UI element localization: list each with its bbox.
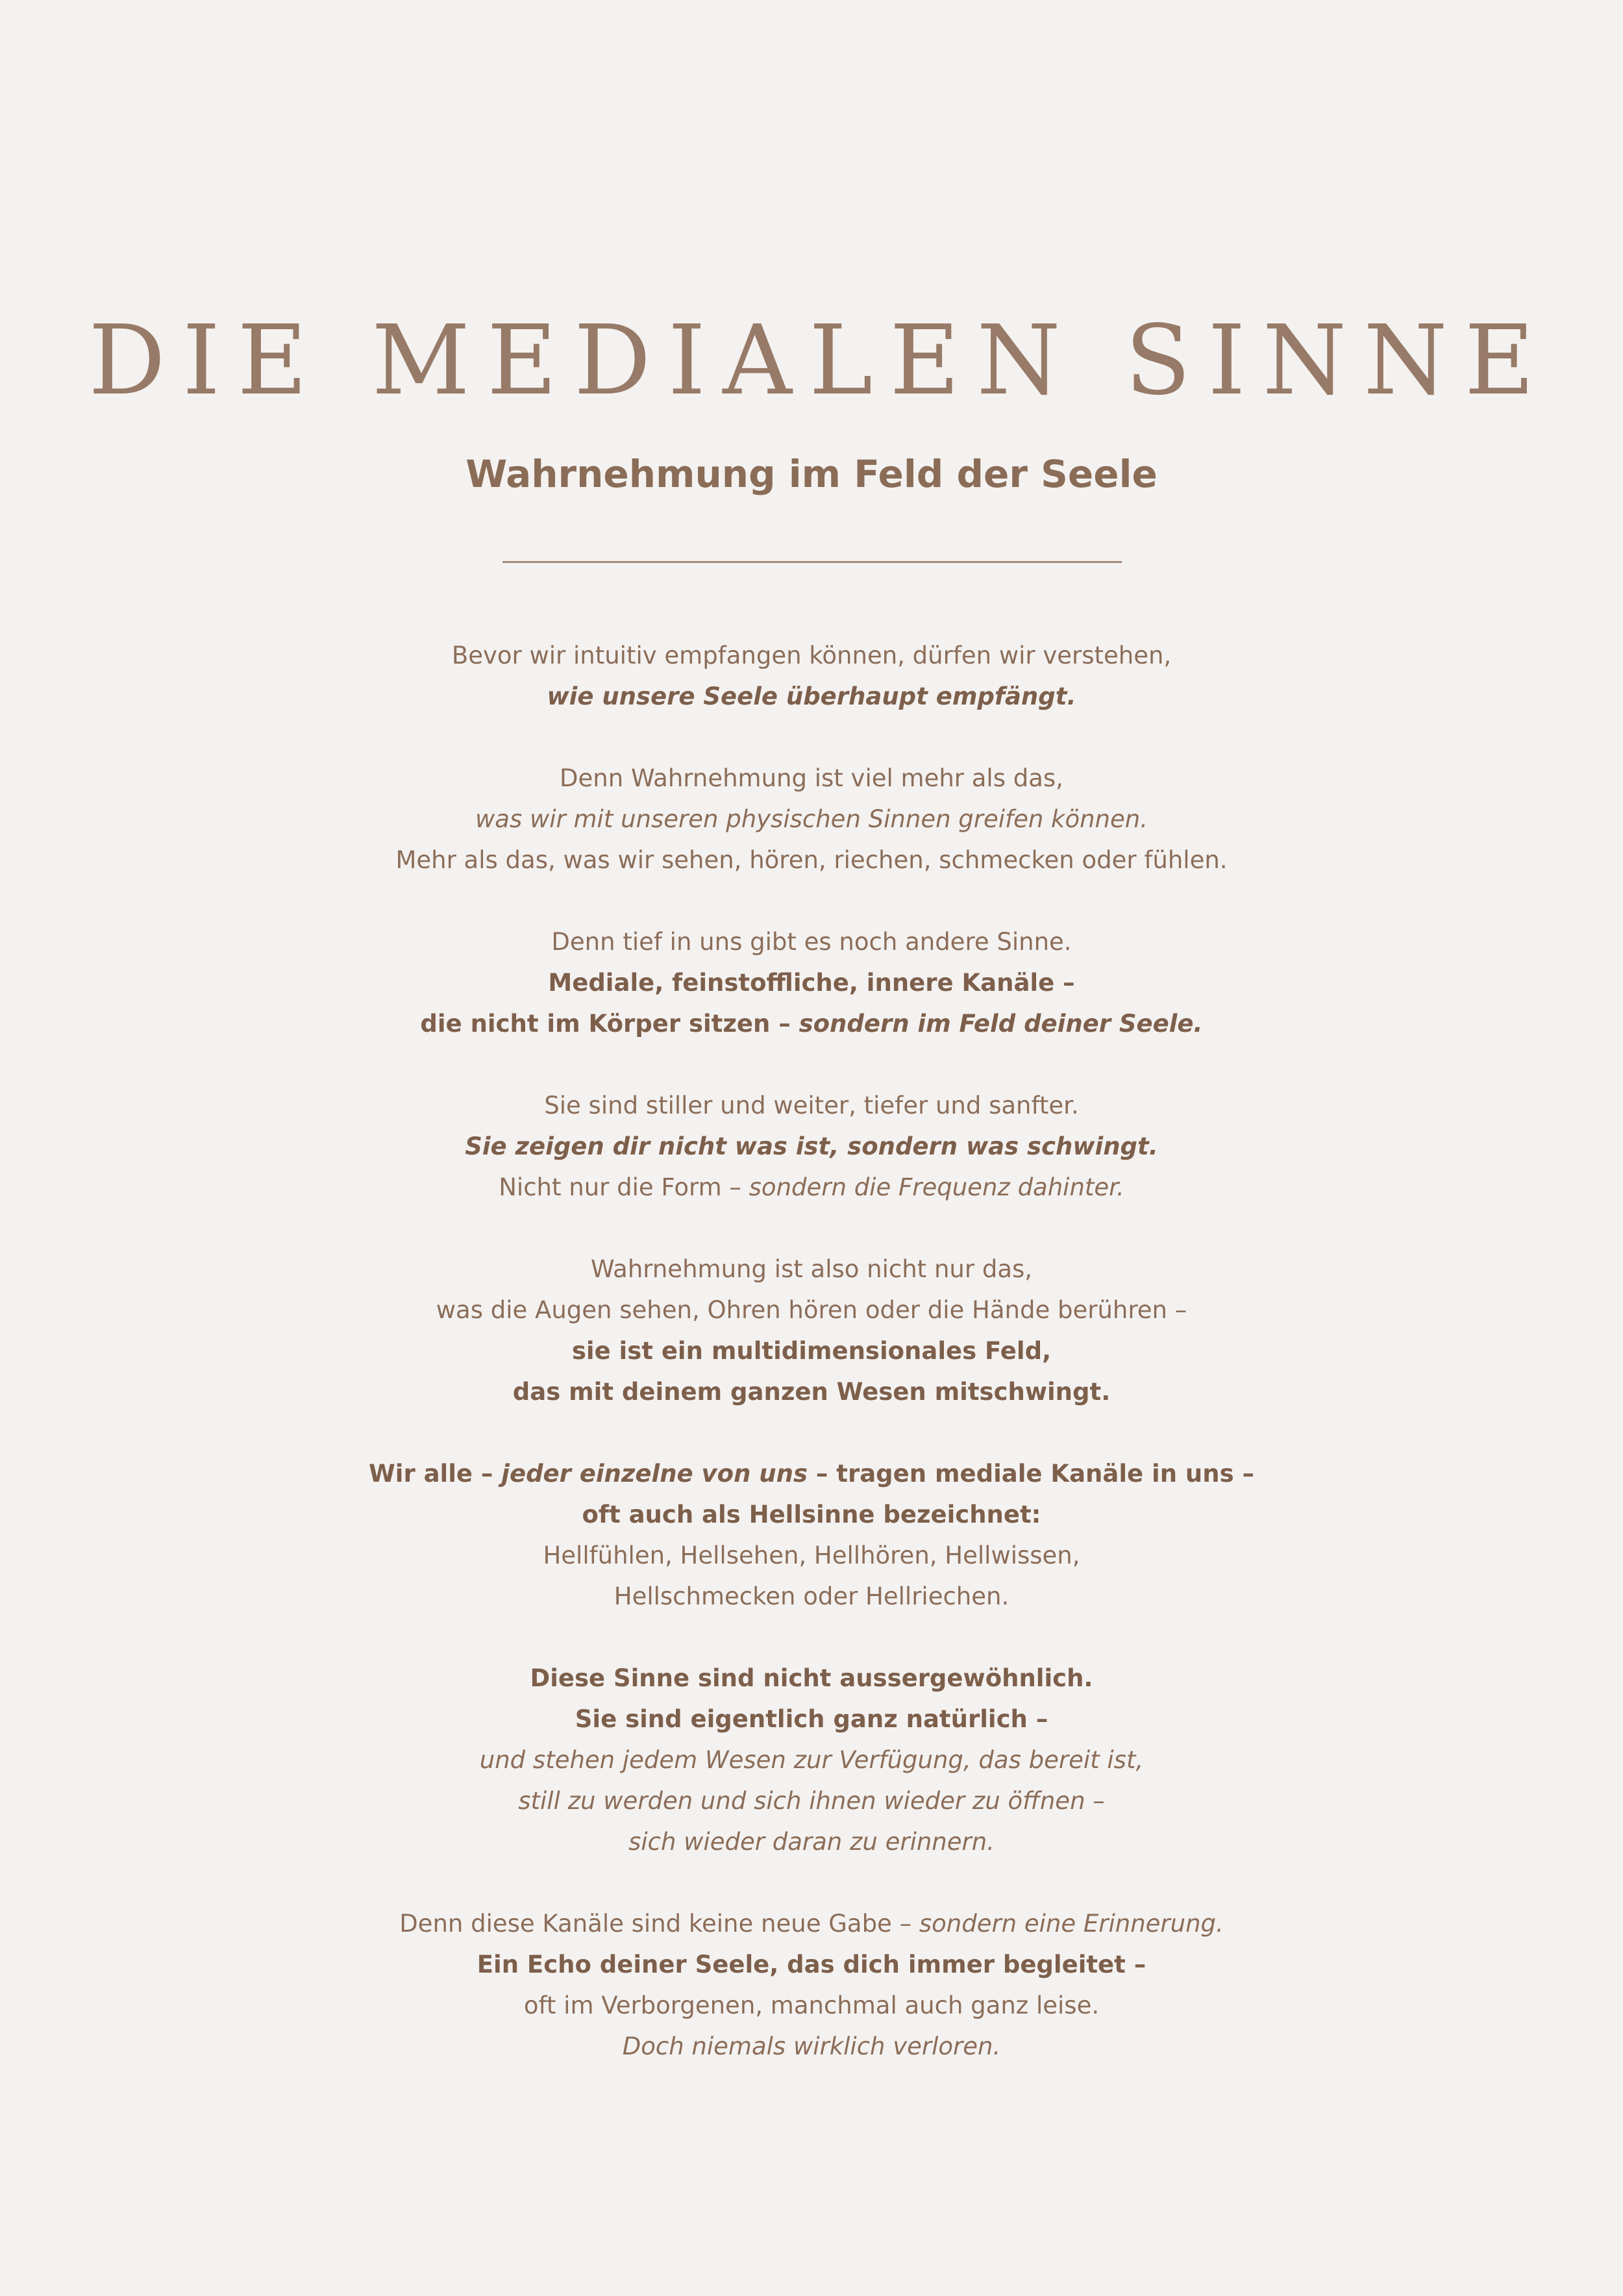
text-segment: Wir alle –: [368, 1460, 502, 1488]
text-line: [0, 1535, 1623, 1576]
text-line: [0, 1699, 1623, 1740]
text-line: [0, 1740, 1623, 1780]
text-line: [0, 758, 1623, 799]
text-line: [0, 1944, 1623, 1985]
text-segment: Sie sind stiller und weiter, tiefer und sanfter.: [544, 1092, 1079, 1119]
page-subtitle: Wahrnehmung im Feld der Seele: [465, 452, 1158, 496]
text-segment: jeder einzelne von uns: [501, 1460, 808, 1488]
text-segment: Hellschmecken oder Hellriechen.: [613, 1582, 1010, 1610]
text-line: [0, 1985, 1623, 2026]
stanza: [0, 635, 1623, 717]
text-segment: Mehr als das, was wir sehen, hören, riechen, schmecken oder fühlen.: [395, 846, 1228, 874]
text-segment: still zu werden und sich ihnen wieder zu öffnen –: [518, 1787, 1105, 1815]
text-line: [0, 1085, 1623, 1126]
text-segment: oft auch als Hellsinne bezeichnet:: [582, 1501, 1041, 1529]
text-line: [0, 1371, 1623, 1412]
stanza: [0, 921, 1623, 1044]
text-segment: Nicht nur die Form –: [499, 1173, 749, 1201]
text-line: [0, 840, 1623, 880]
text-segment: Diese Sinne sind nicht aussergewöhnlich.: [530, 1664, 1093, 1692]
text-segment: Mediale, feinstoffliche, innere Kanäle –: [548, 969, 1075, 997]
text-segment: Bevor wir intuitiv empfangen können, dürfen wir verstehen,: [451, 642, 1172, 669]
text-line: [0, 1903, 1623, 1944]
text-line: [0, 1249, 1623, 1290]
text-segment: was wir mit unseren physischen Sinnen greifen können.: [475, 805, 1148, 833]
text-line: [0, 1290, 1623, 1330]
page-title: DIE MEDIALEN SINNE: [88, 305, 1552, 416]
stanza: [0, 1453, 1623, 1617]
text-segment: Doch niemals wirklich verloren.: [622, 2032, 1001, 2060]
text-segment: Hellfühlen, Hellsehen, Hellhören, Hellwissen,: [543, 1541, 1080, 1569]
text-segment: die nicht im Körper sitzen –: [420, 1010, 799, 1038]
text-line: [0, 1658, 1623, 1699]
stanza: [0, 1903, 1623, 2067]
text-segment: sondern eine Erinnerung.: [919, 1910, 1224, 1938]
text-line: [0, 921, 1623, 962]
text-segment: und stehen jedem Wesen zur Verfügung, das bereit ist,: [479, 1746, 1144, 1774]
text-line: [0, 1126, 1623, 1167]
text-segment: sie ist ein multidimensionales Feld,: [571, 1337, 1052, 1365]
text-line: [0, 635, 1623, 676]
text-segment: sondern die Frequenz dahinter.: [749, 1173, 1124, 1201]
text-segment: wie unsere Seele überhaupt empfängt.: [547, 682, 1076, 710]
text-segment: Denn Wahrnehmung ist viel mehr als das,: [560, 764, 1063, 792]
text-segment: Sie sind eigentlich ganz natürlich –: [575, 1705, 1048, 1733]
text-segment: oft im Verborgenen, manchmal auch ganz leise.: [523, 1991, 1100, 2019]
text-segment: das mit deinem ganzen Wesen mitschwingt.: [512, 1378, 1111, 1406]
text-line: [0, 676, 1623, 717]
body-text: [0, 635, 1623, 2108]
text-segment: Wahrnehmung ist also nicht nur das,: [590, 1255, 1033, 1283]
text-line: [0, 1780, 1623, 1821]
text-segment: Denn tief in uns gibt es noch andere Sinne.: [551, 928, 1072, 956]
text-line: [0, 2026, 1623, 2067]
title-divider: [502, 561, 1122, 563]
stanza: [0, 1085, 1623, 1208]
text-line: [0, 799, 1623, 840]
text-segment: Ein Echo deiner Seele, das dich immer begleitet –: [477, 1951, 1146, 1978]
text-segment: Denn diese Kanäle sind keine neue Gabe –: [399, 1910, 919, 1938]
text-line: [0, 1167, 1623, 1208]
stanza: [0, 1249, 1623, 1412]
text-line: [0, 1330, 1623, 1371]
text-segment: sondern im Feld deiner Seele.: [799, 1010, 1203, 1038]
text-segment: sich wieder daran zu erinnern.: [628, 1828, 995, 1856]
stanza: [0, 758, 1623, 880]
text-line: [0, 1453, 1623, 1494]
text-segment: was die Augen sehen, Ohren hören oder die Hände berühren –: [436, 1296, 1187, 1324]
text-line: [0, 1821, 1623, 1862]
stanza: [0, 1658, 1623, 1862]
text-line: [0, 1494, 1623, 1535]
text-line: [0, 1576, 1623, 1617]
text-line: [0, 962, 1623, 1003]
text-segment: Sie zeigen dir nicht was ist, sondern was schwingt.: [465, 1132, 1158, 1160]
text-line: [0, 1003, 1623, 1044]
text-segment: – tragen mediale Kanäle in uns –: [808, 1460, 1255, 1488]
